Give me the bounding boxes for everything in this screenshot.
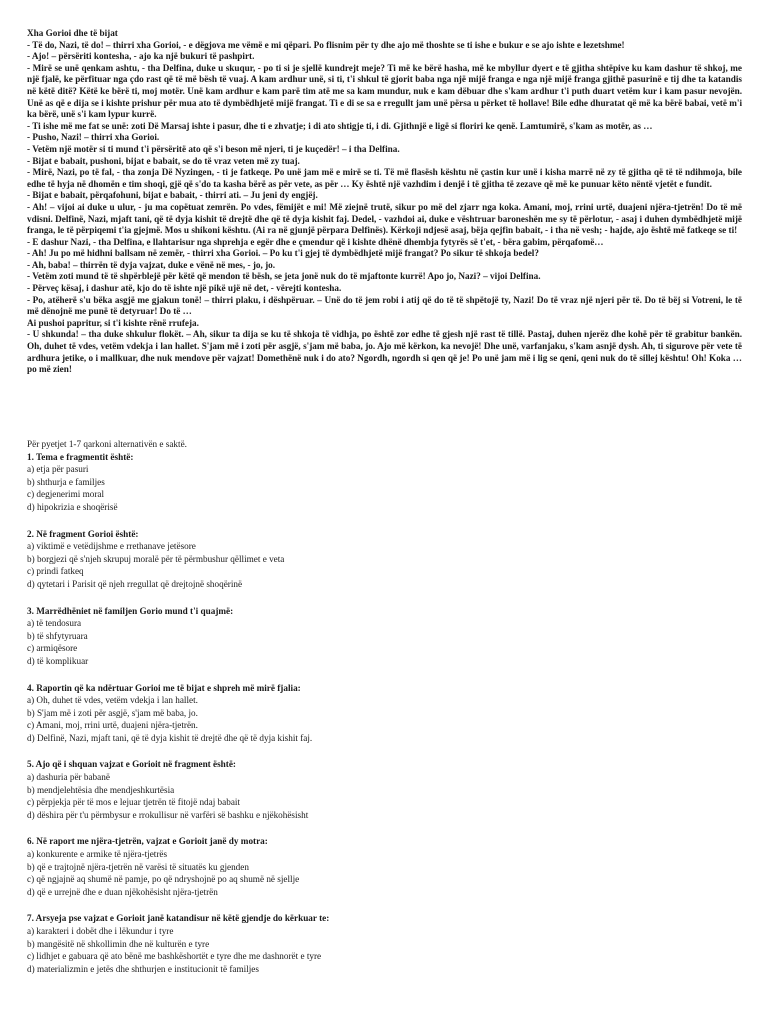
answer-option[interactable]: a) etja për pasuri bbox=[27, 464, 89, 475]
answer-option[interactable]: d) dëshira për t'u përmbysur e rrokullisur në varfëri së bashku e njëkohësisht bbox=[27, 809, 309, 820]
answer-option[interactable]: b) borgjezi që s'njeh skrupuj moralë për të përmbushur qëllimet e veta bbox=[27, 553, 285, 564]
passage-paragraph: - Ah! Ju po më hidhni ballsam në zemër, - thirri xha Gorioi. – Po ku t'i gjej të dymbëdhjetë mijë frangat? Po sikur të shkoja bedel? bbox=[27, 248, 539, 259]
passage-paragraph: - Të do, Nazi, të do! – thirri xha Gorioi, - e dëgjova me vëmë e mi qëpari. Po flisnim për ty dhe ajo më thoshte se ti ishe e bukur e se ajo ishte e lezetshme! bbox=[27, 39, 625, 50]
answer-option[interactable]: a) të tendosura bbox=[27, 618, 82, 629]
answer-option[interactable]: b) S'jam më i zoti për asgjë, s'jam më baba, jo. bbox=[27, 707, 198, 718]
answer-option[interactable]: c) prindi fatkeq bbox=[27, 566, 84, 577]
answer-option[interactable]: c) armiqësore bbox=[27, 643, 78, 654]
question bbox=[27, 528, 742, 591]
passage-text bbox=[27, 28, 742, 376]
answer-option[interactable]: a) viktimë e vetëdijshme e rrethanave jetësore bbox=[27, 541, 196, 552]
passage-paragraph: - Ah, baba! – thirrën të dyja vajzat, duke e vënë në mes, - jo, jo. bbox=[27, 259, 276, 270]
answer-option[interactable]: b) që e trajtojnë njëra-tjetrën në varësi të situatës ku gjenden bbox=[27, 861, 249, 872]
answer-option[interactable]: b) të shfytyruara bbox=[27, 630, 88, 641]
answer-option[interactable]: a) karakteri i dobët dhe i lëkundur i tyre bbox=[27, 926, 174, 936]
answer-option[interactable]: b) mangësitë në shkollimin dhe në kulturën e tyre bbox=[27, 938, 210, 949]
answer-option[interactable]: c) përpjekja për të mos e lejuar tjetrën të fitojë ndaj babait bbox=[27, 797, 241, 808]
passage-paragraph: - Ti ishe më me fat se unë: zoti Dë Marsaj ishte i pasur, dhe ti e zhvatje; i di ato shtigje ti, i di. Gjithnjë e ligë si floriri ke qenë. Lamtumirë, s'kam as motër, as … bbox=[27, 120, 653, 131]
passage-paragraph: - Mirë se unë qenkam ashtu, - tha Delfina, duke u skuqur, - po ti si je sjellë kundrejt meje? Ti më ke bërë hasha, më ke mbyllur dyert e të gjitha shtëpive ku kam dashur të shkoj, me një fjalë, ke përfituar nga çdo rast që të më bësh të vuaj. A kam ardhur unë, si ti, t'i shkul të gjorit baba nga një mijë franga e nga një mijë franga gjithë pasurinë e tij dhe ta katandis në këtë ditë? Këtë ke bërë ti, moj motër. Unë kam ardhur e kam parë tim atë me sa kam mundur, nuk e kam dëbuar dhe s'kam ardhur t'i puth duart vetëm kur i kam pasur nevojën. Unë as që e dija se i kishte prishur për mua ato të dymbëdhjetë mijë frangat. Ti e di se sa e rregullt jam unë përsa u përket të hollave! Bile edhe dhuratat që më ka bërë babai, vetë m'i ka bërë, unë s'i kam lypur kurrë. bbox=[27, 62, 742, 120]
question bbox=[27, 835, 742, 898]
answer-option[interactable]: c) Amani, moj, rrini urtë, duajeni njëra-tjetrën. bbox=[27, 720, 198, 731]
answer-option[interactable]: a) Oh, duhet të vdes, vetëm vdekja i lan hallet. bbox=[27, 695, 198, 706]
answer-option[interactable]: d) qytetari i Parisit që njeh rregullat që drejtojnë shoqërinë bbox=[27, 578, 243, 589]
passage-paragraph: - Përveç kësaj, i dashur atë, kjo do të ishte një pikë ujë në det, - vërejti kontesha. bbox=[27, 283, 342, 294]
answer-option[interactable]: d) të komplikuar bbox=[27, 655, 89, 666]
passage-paragraph: - Ah! – vijoi ai duke u ulur, - ju ma copëtuat zemrën. Po vdes, fëmijët e mi! Më ziejnë trutë, sikur po më del zjarr nga koka. Amani, moj, rrini urtë, duajeni njëra-tjetrën! Do të më vdisni. Delfinë, Nazi, mjaft tani, që të dyja kishit të drejtë dhe që të dyja kishit faj. Dedel, - vazhdoi ai, duke e vështruar baroneshën me sy të përlotur, - asaj i duhen dymbëdhjetë mijë franga, le të përpiqemi t'ia gjejmë. Mos u shikoni kështu. (Ai ra në gjunjë përpara Delfinës). Kërkoji ndjesë asaj, bëja qejfin babait, - i tha në vesh; - hajde, ajo është më fatkeqe se ti! bbox=[27, 201, 742, 236]
passage-paragraph: - Pusho, Nazi! – thirri xha Gorioi. bbox=[27, 132, 160, 143]
questions-section bbox=[27, 438, 742, 975]
passage bbox=[27, 28, 742, 376]
passage-paragraph: - E dashur Nazi, - tha Delfina, e llahtarisur nga shprehja e egër dhe e çmendur që i kishte dhënë dhembja fytyrës së t'et, - bëra gabim, përqafomë… bbox=[27, 236, 604, 247]
question-title: 2. Në fragment Gorioi është: bbox=[27, 528, 139, 539]
question-title: 5. Ajo që i shquan vajzat e Gorioit në fragment është: bbox=[27, 759, 236, 770]
passage-title: Xha Gorioi dhe të bijat bbox=[27, 28, 118, 38]
question bbox=[27, 605, 742, 668]
passage-paragraph: - Bijat e babait, pushoni, bijat e babait, se do të vraz veten më zy tuaj. bbox=[27, 155, 300, 166]
answer-option[interactable]: c) lidhjet e gabuara që ato bënë me bashkëshortët e tyre dhe me dashnorët e tyre bbox=[27, 951, 322, 962]
passage-paragraph: - Mirë, Nazi, po të fal, - tha zonja Dë Nyzingen, - ti je fatkeqe. Po unë jam më e mirë se ti. Të më flasësh kështu në çastin kur unë i kisha marrë në zy të gjitha që të të ndihmoja, bile edhe të hyja në dhomën e tim shoqi, gjë që s'do ta kasha bërë as për vete, as për … Ky është një vazhdim i denjë i të gjitha të zezave që më ke punuar këto nëntë vjetët e fundit. bbox=[27, 167, 742, 189]
question bbox=[27, 451, 742, 514]
question bbox=[27, 758, 742, 821]
question-title: 1. Tema e fragmentit është: bbox=[27, 451, 134, 462]
passage-paragraph: - Ajo! – përsëriti kontesha, - ajo ka një bukuri të pashpirt. bbox=[27, 51, 255, 62]
question-title: 4. Raportin që ka ndërtuar Gorioi me të bijat e shpreh më mirë fjalia: bbox=[27, 682, 301, 693]
answer-option[interactable]: d) Delfinë, Nazi, mjaft tani, që të dyja kishit të drejtë dhe që të dyja kishit faj. bbox=[27, 732, 313, 743]
answer-option[interactable]: b) mendjelehtësia dhe mendjeshkurtësia bbox=[27, 784, 175, 795]
answer-option[interactable]: c) që ngjajnë aq shumë në pamje, po që ndryshojnë po aq shumë në sjellje bbox=[27, 874, 300, 885]
answer-option[interactable]: a) konkurente e armike të njëra-tjetrës bbox=[27, 849, 168, 860]
answer-option[interactable]: d) hipokrizia e shoqërisë bbox=[27, 501, 118, 512]
answer-option[interactable]: a) dashuria për babanë bbox=[27, 772, 110, 783]
passage-paragraph: - U shkunda! – tha duke shkulur flokët. – Ah, sikur ta dija se ku të shkoja të vidhja, po është zor edhe të gjesh një rast të tillë. Pastaj, duhen njerëz dhe kohë për të grabitur bankën. Oh, duhet të vdes, vetëm vdekja i lan hallet. S'jam më i zoti për asgjë, s'jam më baba, jo. Ajo më kërkon, ka nevojë! Dhe unë, varfanjaku, s'kam asnjë dysh. Ah, ti sigurove për vete të ardhura jetike, o i mallkuar, dhe nuk mendove për vajzat! Domethënë nuk i do ato? Ngordh, ngordh si qen që je! Po unë jam më i lig se qeni, qeni nuk do të sillej kështu! Oh! Koka … po më zien! bbox=[27, 329, 742, 375]
question-title: 3. Marrëdhëniet në familjen Gorio mund t'i quajmë: bbox=[27, 605, 234, 616]
answer-option[interactable]: d) që e urrejnë dhe e duan njëkohësisht njëra-tjetrën bbox=[27, 886, 218, 897]
question-title: 6. Në raport me njëra-tjetrën, vajzat e Gorioit janë dy motra: bbox=[27, 836, 268, 847]
questions-intro: Për pyetjet 1-7 qarkoni alternativën e saktë. bbox=[27, 439, 187, 449]
question bbox=[27, 682, 742, 745]
question-title: 7. Arsyeja pse vajzat e Gorioit janë katandisur në këtë gjendje do kërkuar te: bbox=[27, 913, 330, 924]
answer-option[interactable]: b) shthurja e familjes bbox=[27, 476, 105, 487]
passage-paragraph: Ai pushoi papritur, si t'i kishte rënë rrufeja. bbox=[27, 317, 199, 328]
answer-option[interactable]: d) materializmin e jetës dhe shthurjen e institucionit të familjes bbox=[27, 963, 259, 974]
passage-paragraph: - Vetëm një motër si ti mund t'i përsëritë ato që s'i beson më njeri, ti je kuçedër! – i tha Delfina. bbox=[27, 143, 400, 154]
answer-option[interactable]: c) degjenerimi moral bbox=[27, 489, 105, 500]
passage-paragraph: - Po, atëherë s'u bëka asgjë me gjakun tonë! – thirri plaku, i dëshpëruar. – Unë do të jem robi i atij që do të të shpëtojë ty, Nazi! Do të vraz një njeri për të. Do të bëj si Votreni, le të më dënojnë me punë të detyruar! Do të … bbox=[27, 294, 742, 317]
passage-paragraph: - Bijat e babait, përqafohuni, bijat e babait, - thirri ati. – Ju jeni dy engjëj. bbox=[27, 190, 318, 201]
passage-paragraph: - Vetëm zoti mund të të shpërblejë për këtë që mendon të bësh, se jeta jonë nuk do të mjaftonte kurrë! Apo jo, Nazi? – vijoi Delfina. bbox=[27, 271, 541, 282]
question bbox=[27, 912, 742, 975]
